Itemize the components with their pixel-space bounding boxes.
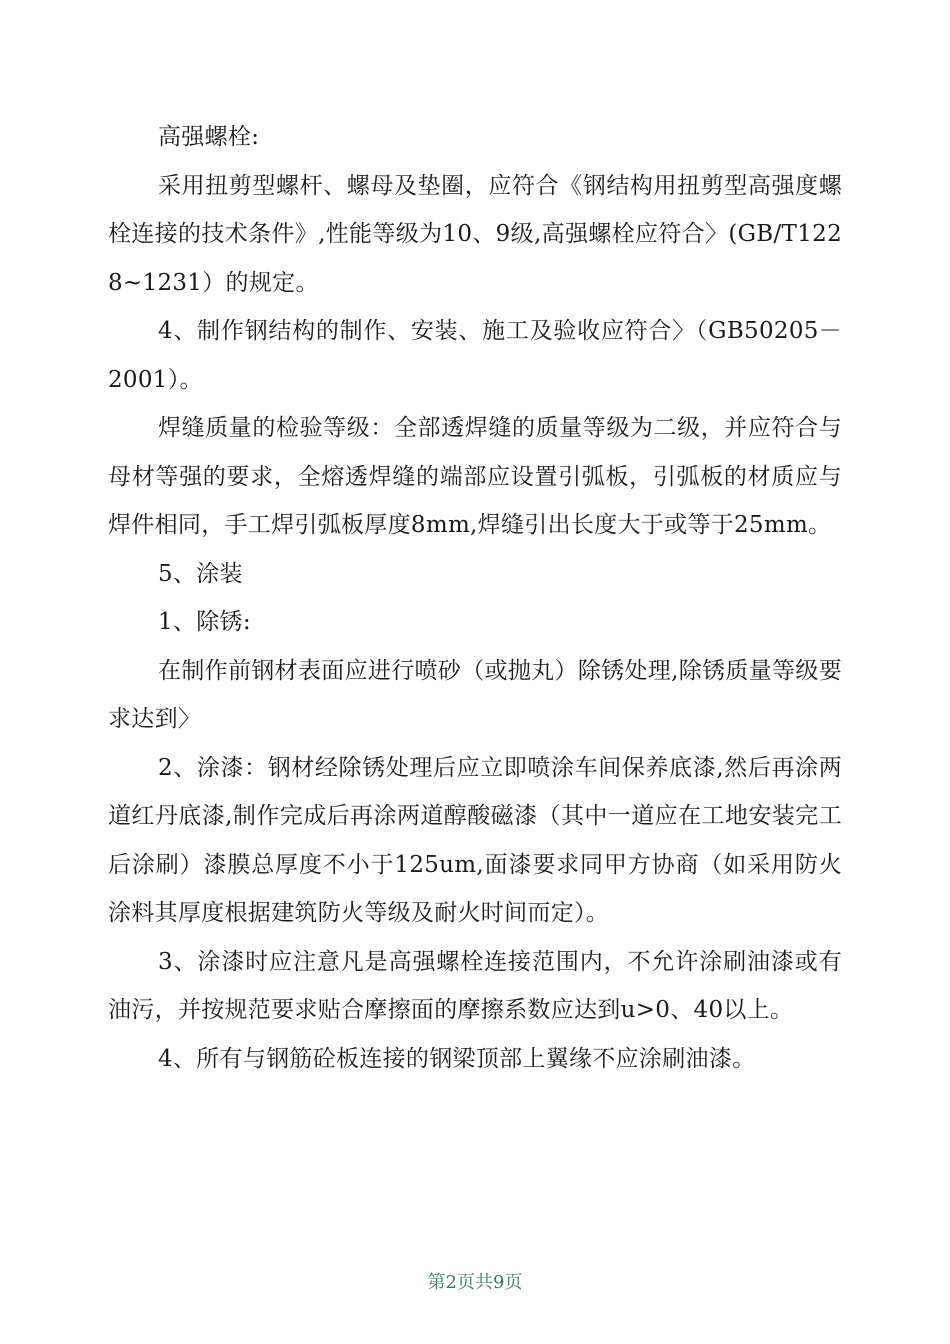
paragraph-painting-caution: 3、涂漆时应注意凡是高强螺栓连接范围内，不允许涂刷油漆或有油污，并按规范要求贴合摩擦面的摩擦系数应达到u>0、40以上。 [108, 948, 842, 1023]
paragraph-fabrication: 4、制作钢结构的制作、安装、施工及验收应符合〉（GB50205－2001）。 [108, 318, 842, 393]
paragraph-weld-quality: 焊缝质量的检验等级：全部透焊缝的质量等级为二级，并应符合与母材等强的要求，全熔透焊缝的端部应设置引弧板，引弧板的材质应与焊件相同，手工焊引弧板厚度8mm,焊缝引出长度大于或等于25mm。 [108, 415, 842, 538]
paragraph-heading-coating: 5、涂装 [158, 560, 243, 587]
page-number: 第2页共9页 [427, 1272, 523, 1293]
paragraph-painting: 2、涂漆：钢材经除锈处理后应立即喷涂车间保养底漆,然后再涂两道红丹底漆,制作完成后再涂两道醇酸磁漆（其中一道应在工地安装完工后涂刷）漆膜总厚度不小于125um,面漆要求同甲方协商（如采用防火涂料其厚度根据建筑防火等级及耐火时间而定）。 [108, 754, 842, 926]
document-body [108, 113, 842, 1083]
paragraph-bolt-spec: 采用扭剪型螺杆、螺母及垫圈，应符合《钢结构用扭剪型高强度螺栓连接的技术条件》,性能等级为10、9级,高强螺栓应符合〉(GB/T1228~1231）的规定。 [108, 172, 842, 296]
paragraph-heading-bolts: 高强螺栓: [158, 124, 260, 150]
paragraph-beam-flange: 4、所有与钢筋砼板连接的钢梁顶部上翼缘不应涂刷油漆。 [158, 1045, 756, 1072]
paragraph-heading-rust-removal: 1、除锈: [158, 609, 251, 635]
paragraph-rust-removal: 在制作前钢材表面应进行喷砂（或抛丸）除锈处理,除锈质量等级要求达到〉 [108, 657, 842, 732]
